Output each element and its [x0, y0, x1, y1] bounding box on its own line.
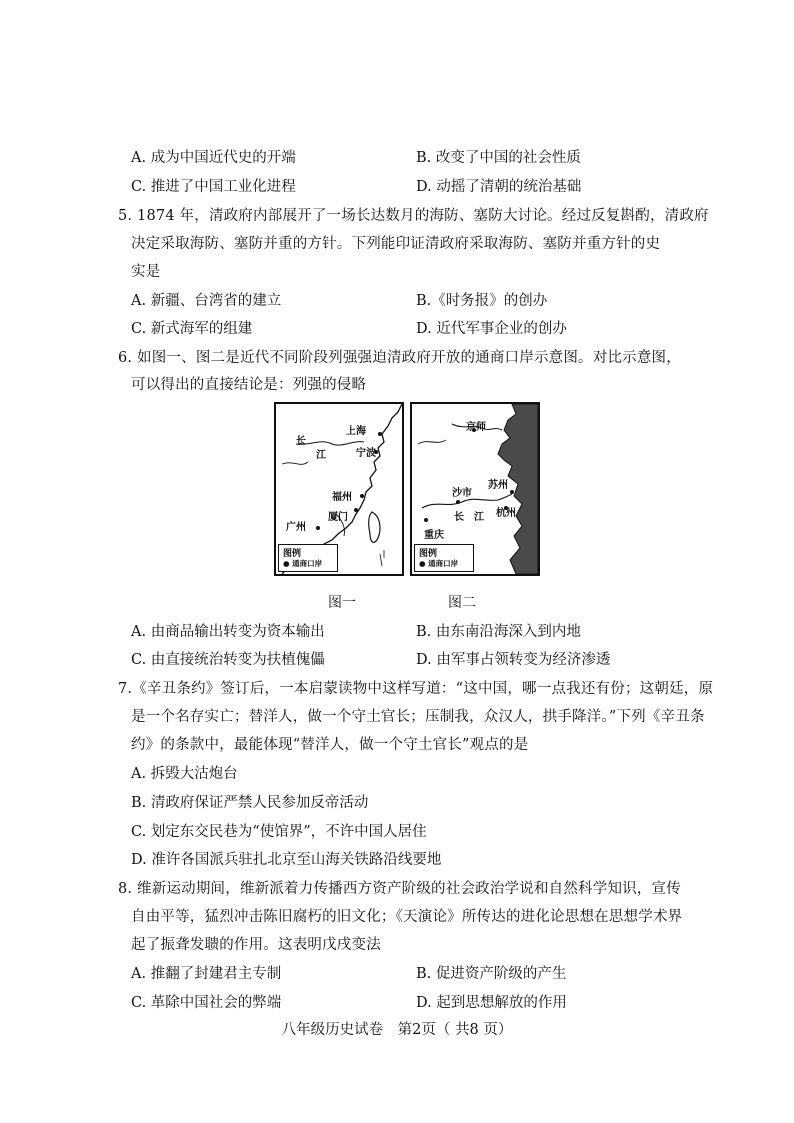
map2-label-jiang: 江 [474, 512, 484, 523]
map2-caption: 图二 [448, 595, 476, 611]
q6-stem-line2: 可以得出的直接结论是：列强的侵略 [131, 377, 367, 393]
q7-option-c: C. 划定东交民巷为“使馆界”，不许中国人居住 [131, 824, 427, 840]
map1-caption: 图一 [328, 595, 356, 611]
q4-option-a: A. 成为中国近代史的开端 [131, 150, 296, 166]
treaty-port-maps [274, 402, 544, 578]
q8-option-b: B. 促进资产阶级的产生 [416, 966, 567, 982]
q5-option-b: B.《时务报》的创办 [416, 293, 548, 309]
page-footer: 八年级历史试卷 第2页（ 共8 页） [281, 1022, 513, 1038]
q5-stem-line1: 5. 1874 年，清政府内部展开了一场长达数月的海防、塞防大讨论。经过反复斟酌，清政府 [118, 208, 709, 224]
q4-option-b: B. 改变了中国的社会性质 [416, 150, 581, 166]
map2-legend-key: ● 通商口岸 [419, 559, 459, 568]
map2-label-chongqing: 重庆 [424, 530, 444, 541]
map1-label-ningbo: 宁波 [356, 448, 376, 459]
q7-stem-line1: 7.《辛丑条约》签订后，一本启蒙读物中这样写道：“这中国，哪一点我还有份；这朝廷，原 [118, 681, 714, 697]
map2-label-jingshi: 京师 [466, 422, 486, 433]
q6-option-a: A. 由商品输出转变为资本输出 [131, 624, 325, 640]
map2-legend-title: 图例 [419, 549, 438, 559]
q5-option-a: A. 新疆、台湾省的建立 [131, 293, 282, 309]
q5-stem-line2: 决定采取海防、塞防并重的方针。下列能印证清政府采取海防、塞防并重方针的史 [131, 236, 661, 252]
q6-option-d: D. 由军事占领转变为经济渗透 [416, 652, 611, 668]
q8-stem-line2: 自由平等，猛烈冲击陈旧腐朽的旧文化；《天演论》所传达的进化论思想在思想学术界 [131, 909, 683, 925]
q6-option-c: C. 由直接统治转变为扶植傀儡 [131, 652, 325, 668]
map1-label-chang: 长 [296, 436, 306, 447]
q5-option-c: C. 新式海军的组建 [131, 321, 253, 337]
q7-stem-line3: 约》的条款中，最能体现“替洋人，做一个守土官长”观点的是 [131, 737, 529, 753]
q6-option-b: B. 由东南沿海深入到内地 [416, 624, 581, 640]
q7-option-a: A. 拆毁大沽炮台 [131, 766, 238, 782]
map1-label-jiang: 江 [316, 450, 326, 461]
map-figure-2 [410, 402, 540, 576]
map1-label-xiamen: 厦门 [328, 512, 348, 523]
q7-option-b: B. 清政府保证严禁人民参加反帝活动 [131, 795, 369, 811]
map-figure-1 [274, 402, 404, 576]
q7-stem-line2: 是一个名存实亡；替洋人，做一个守土官长；压制我，众汉人，拱手降洋。”下列《辛丑条 [131, 709, 705, 725]
q4-option-d: D. 动摇了清朝的统治基础 [416, 179, 582, 195]
q7-option-d: D. 准许各国派兵驻扎北京至山海关铁路沿线要地 [131, 852, 442, 868]
q8-option-d: D. 起到思想解放的作用 [416, 995, 567, 1011]
map1-legend-key: ● 通商口岸 [283, 559, 323, 568]
map2-label-suzhou: 苏州 [488, 480, 508, 491]
q4-option-c: C. 推进了中国工业化进程 [131, 179, 296, 195]
map2-legend [414, 544, 474, 572]
map1-legend-title: 图例 [283, 549, 302, 559]
map2-label-hangzhou: 杭州 [496, 508, 516, 519]
q8-option-a: A. 推翻了封建君主专制 [131, 966, 282, 982]
q8-stem-line1: 8. 维新运动期间，维新派着力传播西方资产阶级的社会政治学说和自然科学知识，宣传 [118, 881, 681, 897]
q5-option-d: D. 近代军事企业的创办 [416, 321, 567, 337]
q8-option-c: C. 革除中国社会的弊端 [131, 995, 282, 1011]
map2-label-chang: 长 [454, 512, 464, 523]
q8-stem-line3: 起了振聋发聩的作用。这表明戊戌变法 [131, 937, 381, 953]
map1-label-shanghai: 上海 [346, 426, 366, 437]
map1-label-guangzhou: 广州 [286, 522, 306, 533]
q6-stem-line1: 6. 如图一、图二是近代不同阶段列强强迫清政府开放的通商口岸示意图。对比示意图， [118, 350, 681, 366]
q5-stem-line3: 实是 [131, 264, 161, 280]
map1-label-fuzhou: 福州 [332, 492, 352, 503]
map2-label-shashi: 沙市 [452, 488, 472, 499]
map1-legend [278, 544, 338, 572]
